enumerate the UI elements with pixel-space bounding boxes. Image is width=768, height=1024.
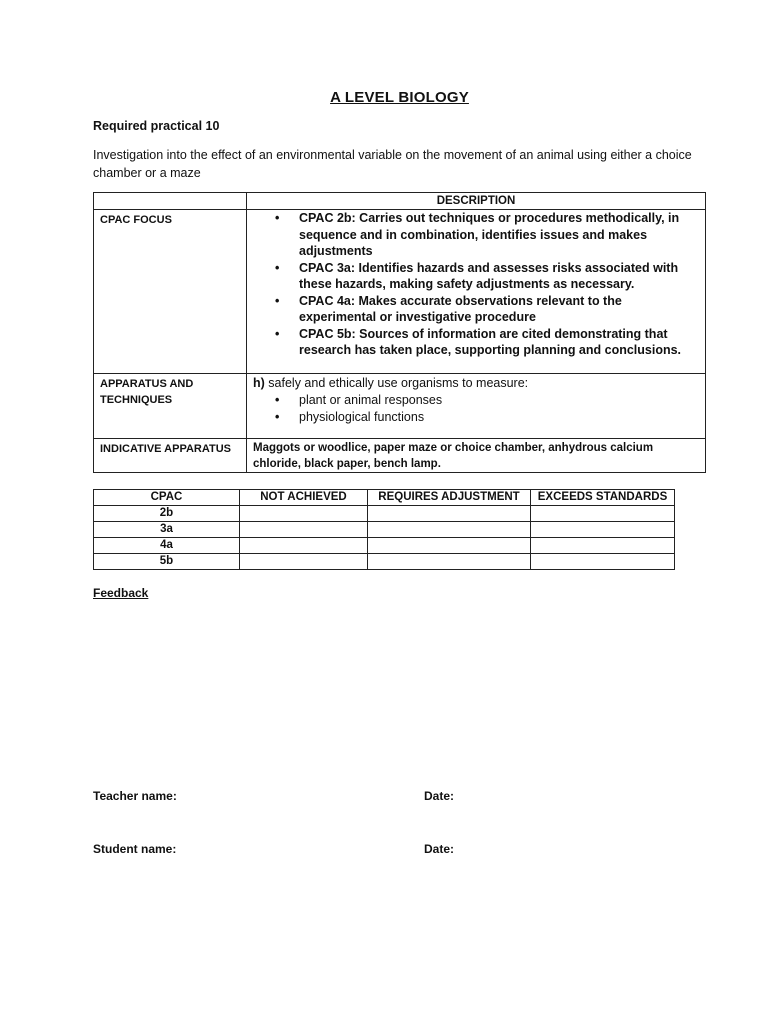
student-date-label: Date: — [424, 842, 455, 856]
cpac-focus-list — [247, 210, 705, 373]
page-title: A LEVEL BIOLOGY — [330, 89, 469, 106]
cpac-focus-item: • CPAC 5b: Sources of information are cited demonstrating that research has taken place, supporting planning and conclusions. — [299, 326, 695, 359]
not-achieved-cell[interactable] — [240, 554, 368, 570]
student-name-label: Student name: — [93, 842, 177, 856]
cpac-focus-label: CPAC FOCUS — [94, 210, 247, 374]
blank-header-cell — [94, 193, 247, 210]
apparatus-techniques-cell — [247, 373, 706, 438]
table-row — [94, 522, 675, 538]
description-header: DESCRIPTION — [247, 193, 706, 210]
feedback-heading: Feedback — [93, 586, 149, 600]
indicative-apparatus-text: Maggots or woodlice, paper maze or choice chamber, anhydrous calcium chloride, black paper, bench lamp. — [247, 438, 706, 472]
not-achieved-cell[interactable] — [240, 538, 368, 554]
teacher-date-label: Date: — [424, 789, 455, 803]
cpac-focus-row — [94, 210, 706, 374]
apparatus-techniques-row — [94, 373, 706, 438]
exceeds-standards-cell[interactable] — [531, 522, 675, 538]
techniques-intro — [253, 375, 699, 392]
table-row — [94, 506, 675, 522]
cpac-assessment-table — [93, 489, 675, 570]
not-achieved-cell[interactable] — [240, 506, 368, 522]
cpac-code: 3a — [94, 522, 240, 538]
cpac-code: 5b — [94, 554, 240, 570]
technique-item: • physiological functions — [299, 409, 689, 426]
table-row — [94, 538, 675, 554]
techniques-prefix: h) — [253, 375, 265, 390]
techniques-list — [253, 392, 699, 426]
exceeds-standards-cell[interactable] — [531, 506, 675, 522]
exceeds-standards-cell[interactable] — [531, 538, 675, 554]
requires-adjustment-header: REQUIRES ADJUSTMENT — [368, 490, 531, 506]
cpac-code: 4a — [94, 538, 240, 554]
cpac-focus-item: • CPAC 3a: Identifies hazards and assesses risks associated with these hazards, making safety adjustments as necessary. — [299, 260, 695, 293]
practical-subheading: Required practical 10 — [93, 119, 220, 133]
cpac-focus-item: • CPAC 4a: Makes accurate observations relevant to the experimental or investigative procedure — [299, 293, 695, 326]
apparatus-techniques-label: APPARATUS AND TECHNIQUES — [94, 373, 247, 438]
intro-text: Investigation into the effect of an environmental variable on the movement of an animal using either a choice chamber or a maze — [93, 148, 692, 180]
technique-item: • plant or animal responses — [299, 392, 689, 409]
techniques-text: safely and ethically use organisms to measure: — [268, 375, 529, 390]
cpac-focus-item: • CPAC 2b: Carries out techniques or procedures methodically, in sequence and in combination, identifies issues and makes adjustments — [299, 210, 695, 260]
cpac-code: 2b — [94, 506, 240, 522]
requires-adjustment-cell[interactable] — [368, 554, 531, 570]
indicative-apparatus-row — [94, 438, 706, 472]
not-achieved-cell[interactable] — [240, 522, 368, 538]
cpac-col-header: CPAC — [94, 490, 240, 506]
exceeds-standards-header: EXCEEDS STANDARDS — [531, 490, 675, 506]
requires-adjustment-cell[interactable] — [368, 506, 531, 522]
description-table — [93, 192, 706, 473]
exceeds-standards-cell[interactable] — [531, 554, 675, 570]
cpac-header-row — [94, 490, 675, 506]
table-row — [94, 554, 675, 570]
description-header-row — [94, 193, 706, 210]
not-achieved-header: NOT ACHIEVED — [240, 490, 368, 506]
teacher-name-label: Teacher name: — [93, 789, 177, 803]
requires-adjustment-cell[interactable] — [368, 522, 531, 538]
cpac-focus-cell — [247, 210, 706, 374]
indicative-apparatus-label: INDICATIVE APPARATUS — [94, 438, 247, 472]
requires-adjustment-cell[interactable] — [368, 538, 531, 554]
